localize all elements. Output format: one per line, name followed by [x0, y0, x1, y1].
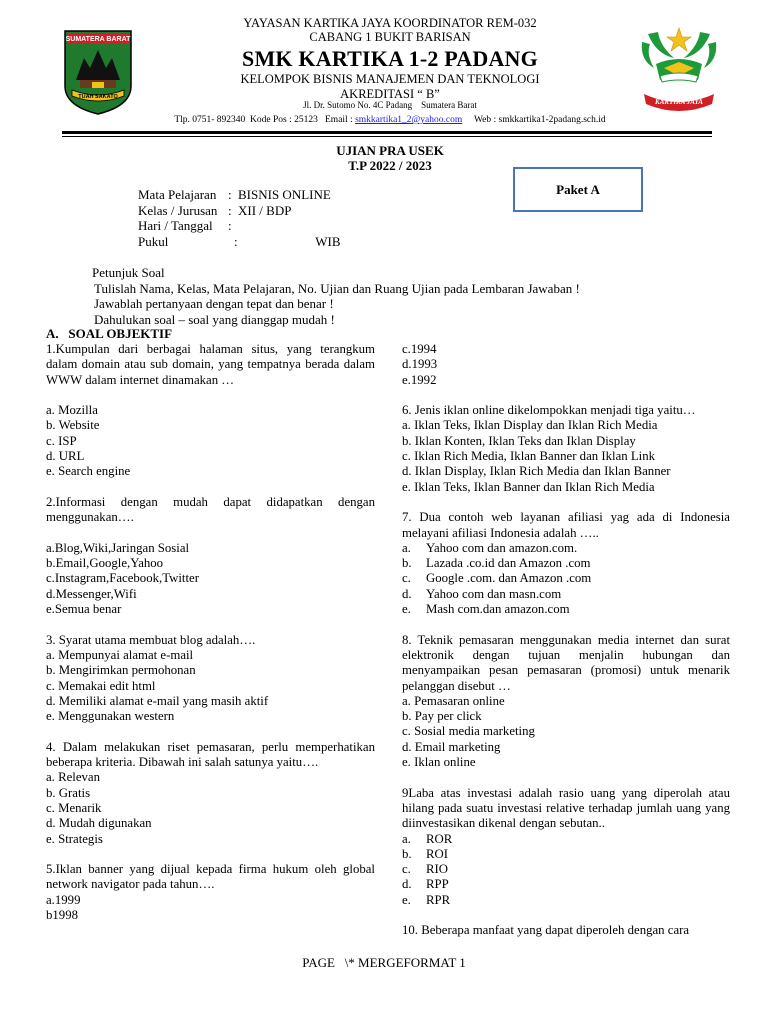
q3-option: e. Menggunakan western	[46, 709, 175, 724]
question-6-text: 6. Jenis iklan online dikelompokkan menjadi tiga yaitu…	[402, 403, 696, 418]
question-7-text: 7. Dua contoh web layanan afiliasi yag ada di Indonesia melayani afiliasi Indonesia adalah …..	[402, 510, 730, 540]
exam-title: UJIAN PRA USEK	[336, 143, 444, 158]
q6-option: c. Iklan Rich Media, Iklan Banner dan Iklan Link	[402, 449, 656, 464]
option-text: ROI	[426, 846, 449, 861]
q5-option: c.1994	[402, 342, 437, 356]
q9-option	[402, 877, 730, 892]
question-8-text: 8. Teknik pemasaran menggunakan media internet dan surat elektronik dengan tujuan menjalin hubungan dan menyampaikan pesan pemasaran (promosi) untuk menarik pelanggan disebut …	[402, 632, 730, 693]
meta-sep: :	[234, 233, 238, 249]
q9-option	[402, 893, 730, 908]
option-letter: e.	[402, 602, 411, 617]
meta-value: WIB	[244, 233, 341, 249]
meta-key: Pukul	[138, 233, 169, 249]
sumatera-barat-crest-logo	[62, 28, 134, 116]
q1-option: e. Search engine	[46, 464, 131, 479]
paket-box: Paket A	[513, 167, 643, 212]
q4-option: e. Strategis	[46, 831, 103, 846]
option-text: Mash com.dan amazon.com	[426, 602, 570, 617]
q6-option: d. Iklan Display, Iklan Rich Media dan Iklan Banner	[402, 464, 671, 479]
instruction-line: Jawablah pertanyaan dengan tepat dan benar !	[94, 296, 334, 311]
q7-option	[402, 602, 730, 617]
q6-option: b. Iklan Konten, Iklan Teks dan Iklan Display	[402, 433, 636, 448]
meta-key: Hari / Tanggal	[138, 218, 213, 233]
q4-option: d. Mudah digunakan	[46, 816, 152, 831]
exam-meta	[138, 187, 341, 249]
option-letter: d.	[402, 877, 412, 892]
option-text: RIO	[426, 862, 449, 877]
q1-option: d. URL	[46, 449, 85, 464]
q3-option: c. Memakai edit html	[46, 678, 156, 693]
question-1-text: 1.Kumpulan dari berbagai halaman situs, yang terangkum dalam domain atau sub domain, yang tempatnya berada dalam WWW dalam internet dinamakan …	[46, 342, 375, 387]
q6-option: e. Iklan Teks, Iklan Banner dan Iklan Rich Media	[402, 479, 655, 494]
meta-key: Kelas / Jurusan	[138, 202, 218, 218]
q3-option: a. Mempunyai alamat e-mail	[46, 647, 194, 662]
option-letter: a.	[402, 540, 411, 555]
meta-value: BISNIS ONLINE	[238, 187, 331, 202]
option-text: Google .com. dan Amazon .com	[426, 571, 592, 586]
exam-year: T.P 2022 / 2023	[348, 158, 432, 173]
question-5-text: 5.Iklan banner yang dijual kepada firma hukum oleh global network navigator pada tahun….	[46, 862, 375, 892]
emblem-ribbon-text: KARTIKA JAYA	[655, 98, 703, 106]
meta-row-time	[138, 234, 341, 250]
right-column	[402, 342, 730, 939]
kartika-jaya-emblem-logo	[636, 24, 722, 114]
q2-option: c.Instagram,Facebook,Twitter	[46, 571, 199, 586]
q5-option: d.1993	[402, 357, 438, 372]
option-letter: c.	[402, 571, 411, 586]
option-letter: a.	[402, 831, 411, 846]
letterhead-thin-divider	[62, 136, 712, 137]
letterhead-thick-divider	[62, 131, 712, 134]
option-text: RPR	[426, 892, 451, 907]
q5-option: e.1992	[402, 372, 437, 387]
option-text: Lazada .co.id dan Amazon .com	[426, 556, 591, 571]
option-text: RPP	[426, 877, 449, 892]
crest-top-text: SUMATERA BARAT	[65, 36, 131, 43]
q9-option	[402, 862, 730, 877]
option-letter: e.	[402, 892, 411, 907]
option-letter: d.	[402, 586, 412, 601]
q4-option: a. Relevan	[46, 770, 101, 785]
q5-option: b1998	[46, 907, 78, 922]
branch-name: CABANG 1 BUKIT BARISAN	[309, 30, 471, 44]
meta-value: XII / BDP	[238, 202, 292, 218]
q2-option: a.Blog,Wiki,Jaringan Sosial	[46, 540, 190, 555]
option-text: ROR	[426, 831, 453, 846]
crest-motto-text: TUAH SAKATO	[78, 94, 118, 100]
school-address: Jl. Dr. Sutomo No. 4C Padang Sumatera Barat	[303, 100, 477, 110]
q9-option	[402, 832, 730, 847]
question-9-text: 9Laba atas investasi adalah rasio uang yang diperolah atau hilang pada suatu investasi relative terhadap jumlah uang yang diinvestasikan dikenal dengan sebutan..	[402, 785, 730, 831]
option-letter: c.	[402, 862, 411, 877]
question-10-text: 10. Beberapa manfaat yang dapat diperoleh dengan cara	[402, 923, 690, 938]
meta-row-class	[138, 203, 341, 219]
meta-key: Mata Pelajaran	[138, 187, 217, 202]
q8-option: d. Email marketing	[402, 739, 501, 754]
option-text: Yahoo com dan amazon.com.	[426, 540, 578, 555]
q5-option: a.1999	[46, 892, 81, 907]
q8-option: b. Pay per click	[402, 709, 482, 724]
question-4-text: 4. Dalam melakukan riset pemasaran, perlu memperhatikan beberapa kriteria. Dibawah ini salah satunya yaitu….	[46, 739, 375, 770]
school-name: SMK KARTIKA 1-2 PADANG	[242, 46, 538, 71]
q2-option: e.Semua benar	[46, 602, 122, 617]
business-group: KELOMPOK BISNIS MANAJEMEN DAN TEKNOLOGI	[240, 72, 540, 86]
question-2-text: 2.Informasi dengan mudah dapat didapatkan dengan menggunakan….	[46, 494, 375, 525]
option-letter: b.	[402, 846, 412, 861]
meta-sep: :	[228, 202, 232, 218]
q9-option	[402, 847, 730, 862]
q7-option	[402, 541, 730, 556]
email-link[interactable]: smkkartika1_2@yahoo.com	[355, 115, 463, 125]
web-text: Web : smkkartika1-2padang.sch.id	[462, 115, 606, 125]
q4-option: b. Gratis	[46, 785, 91, 800]
q7-option	[402, 587, 730, 602]
meta-row-subject	[138, 187, 341, 203]
q1-option: a. Mozilla	[46, 403, 98, 418]
instruction-line: Tulislah Nama, Kelas, Mata Pelajaran, No. Ujian dan Ruang Ujian pada Lembaran Jawaban !	[94, 280, 580, 296]
q7-option	[402, 571, 730, 586]
q3-option: d. Memiliki alamat e-mail yang masih aktif	[46, 693, 269, 708]
instructions-heading: Petunjuk Soal	[92, 265, 165, 280]
q8-option: e. Iklan online	[402, 755, 476, 770]
q1-option: b. Website	[46, 418, 100, 433]
letterhead-subtitle	[150, 72, 630, 102]
q8-option: c. Sosial media marketing	[402, 724, 535, 739]
instruction-line: Dahulukan soal – soal yang dianggap mudah !	[94, 311, 335, 327]
q7-option	[402, 556, 730, 571]
section-heading: A. SOAL OBJEKTIF	[46, 326, 173, 341]
q3-option: b. Mengirimkan permohonan	[46, 663, 196, 678]
page-footer: PAGE \* MERGEFORMAT 1	[302, 955, 466, 970]
exam-title-block	[250, 143, 530, 173]
q2-option: b.Email,Google,Yahoo	[46, 556, 164, 571]
q6-option: a. Iklan Teks, Iklan Display dan Iklan Rich Media	[402, 418, 658, 433]
question-3-text: 3. Syarat utama membuat blog adalah….	[46, 632, 256, 647]
accreditation: AKREDITASI “ B”	[340, 87, 440, 101]
phone-text: Tlp. 0751- 892340 Kode Pos : 25123 Email :	[174, 115, 356, 125]
q8-option: a. Pemasaran online	[402, 693, 505, 708]
meta-sep: :	[228, 218, 232, 233]
foundation-name: YAYASAN KARTIKA JAYA KOORDINATOR REM-032	[243, 16, 537, 30]
contact-line	[150, 114, 630, 126]
instructions	[92, 265, 692, 327]
meta-sep: :	[228, 187, 232, 202]
left-column	[46, 342, 375, 923]
option-letter: b.	[402, 556, 412, 571]
q1-option: c. ISP	[46, 433, 77, 448]
option-text: Yahoo com dan masn.com	[426, 586, 562, 601]
meta-row-date	[138, 218, 341, 234]
q4-option: c. Menarik	[46, 800, 102, 815]
q2-option: d.Messenger,Wifi	[46, 586, 137, 601]
letterhead-foundation	[150, 16, 630, 44]
